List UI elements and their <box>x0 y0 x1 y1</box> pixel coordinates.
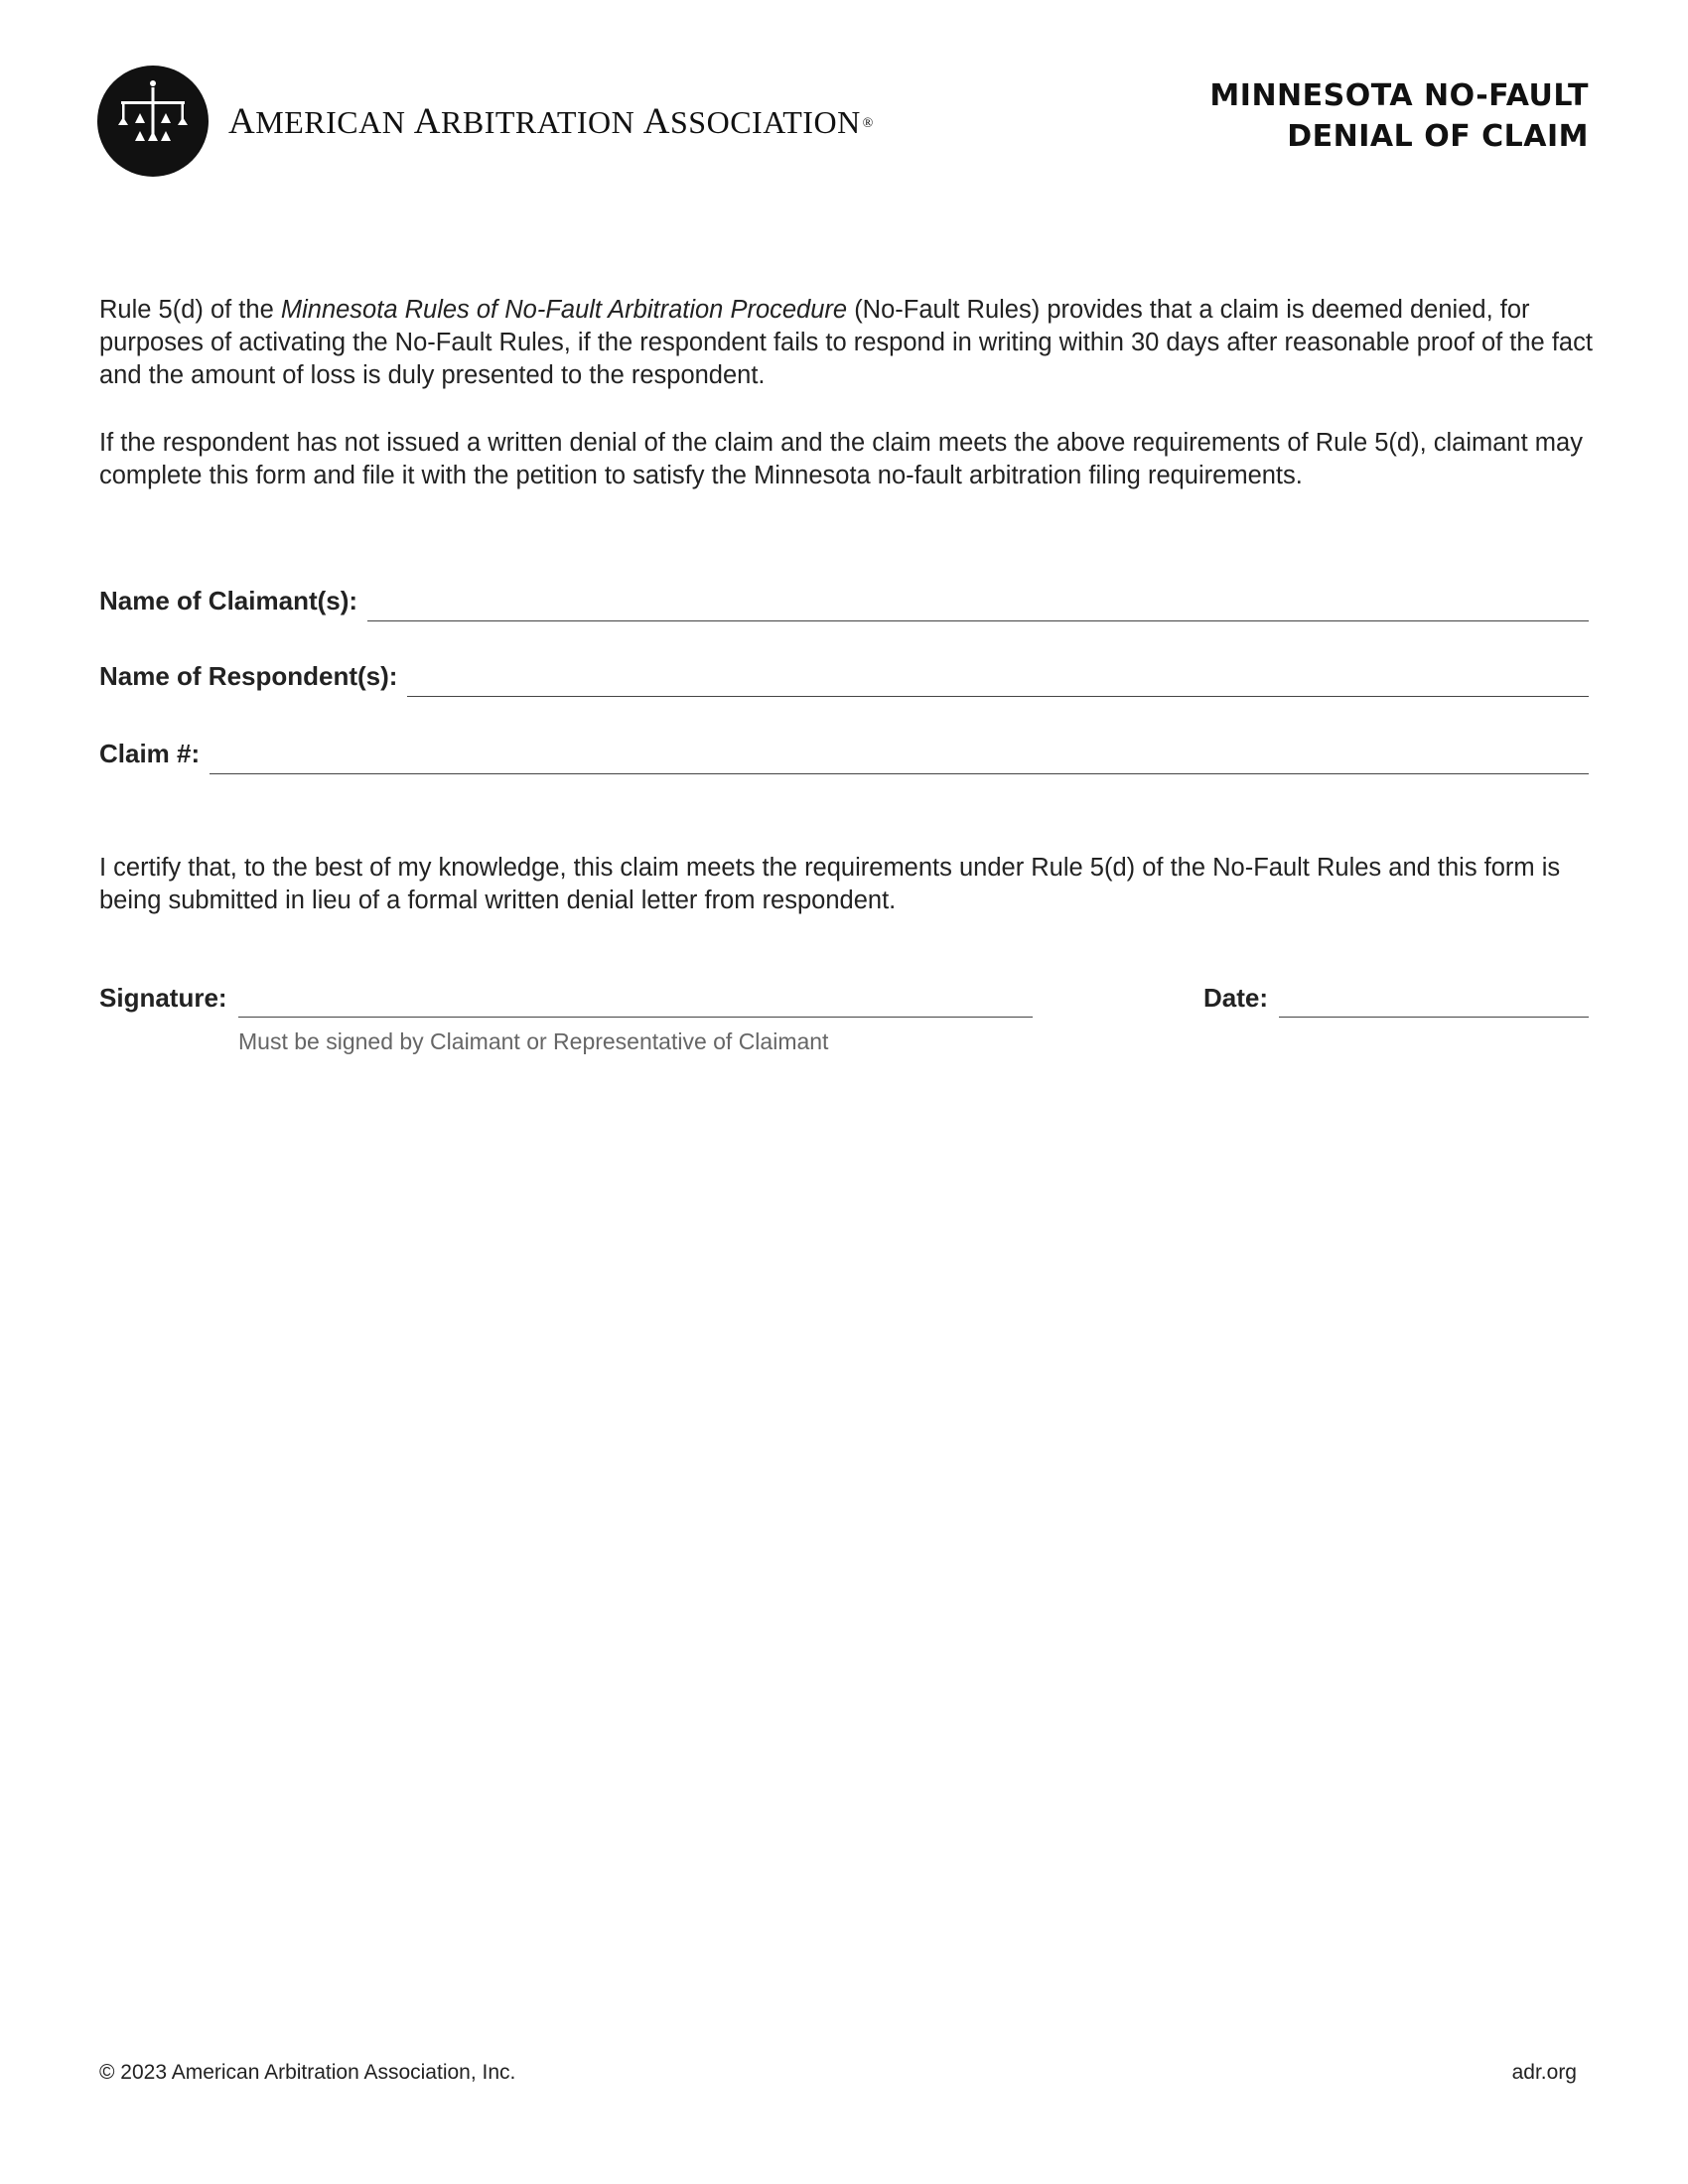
claimant-field <box>99 582 1589 621</box>
signature-note: Must be signed by Claimant or Representative of Claimant <box>238 1028 829 1054</box>
respondent-input[interactable] <box>407 666 1589 697</box>
respondent-field <box>99 657 1589 697</box>
respondent-label: Name of Respondent(s): <box>99 661 398 691</box>
claim-number-input[interactable] <box>210 744 1589 774</box>
date-label: Date: <box>1203 983 1269 1013</box>
claim-number-field <box>99 735 1589 774</box>
signature-row <box>99 979 1589 1021</box>
registered-mark: ® <box>862 116 874 131</box>
aaa-logo <box>97 66 209 177</box>
claim-number-label: Claim #: <box>99 739 201 768</box>
form-title-line-2: DENIAL OF CLAIM <box>1287 119 1589 154</box>
claimant-input[interactable] <box>367 591 1589 621</box>
intro-paragraph-1: Rule 5(d) of the Minnesota Rules of No-Fault Arbitration Procedure (No-Fault Rules) provides that a claim is deemed denied, for purposes of activating the No-Fault Rules, if the respondent fails to respond in writing within 30 days after reasonable proof of the fact and the amount of loss is duly presented to the respondent. <box>99 296 1593 389</box>
signature-input[interactable] <box>238 1017 1033 1018</box>
intro-paragraph-2: If the respondent has not issued a written denial of the claim and the claim meets the above requirements of Rule 5(d), claimant may complete this form and file it with the petition to satisfy the Minnesota no-fault arbitration filing requirements. <box>99 429 1583 489</box>
scales-of-justice-icon <box>97 66 209 177</box>
date-input[interactable] <box>1279 1017 1589 1018</box>
footer-copyright: © 2023 American Arbitration Association, Inc. <box>99 2061 516 2084</box>
certification-statement: I certify that, to the best of my knowledge, this claim meets the requirements under Rule 5(d) of the No-Fault Rules and this form is being submitted in lieu of a formal written denial letter from respondent. <box>99 854 1561 914</box>
organization-name: AMERICAN ARBITRATION ASSOCIATION ® <box>228 101 874 142</box>
form-title-line-1: MINNESOTA NO-FAULT <box>1209 78 1589 113</box>
claimant-label: Name of Claimant(s): <box>99 586 358 615</box>
footer-website-link[interactable]: adr.org <box>1511 2061 1577 2084</box>
signature-label: Signature: <box>99 983 227 1013</box>
form-title <box>1209 75 1589 157</box>
